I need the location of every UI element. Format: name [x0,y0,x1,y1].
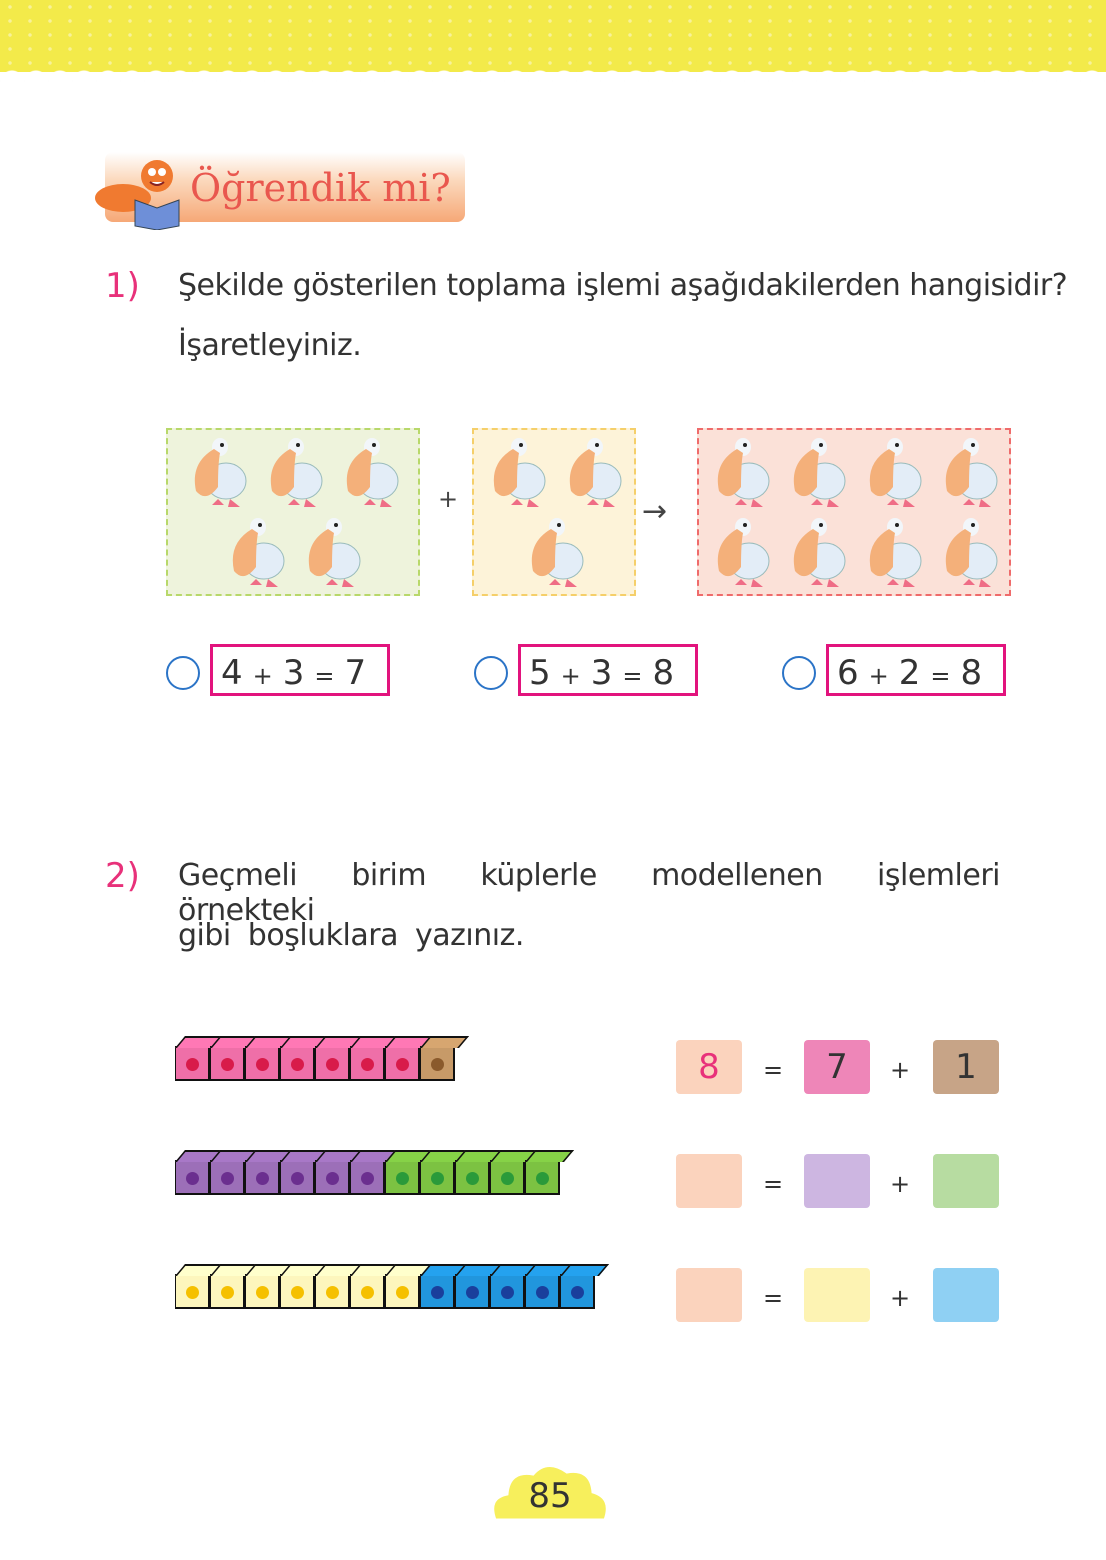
unit-cube [210,1160,245,1195]
unit-cube [385,1046,420,1081]
unit-cube-bar [175,1150,560,1195]
equation-box: 4 + 3 = 7 [210,644,390,696]
question-1-number: 1) [105,266,140,306]
equals-sign: = [763,1056,784,1084]
pelican-icon [857,433,927,511]
unit-cube [490,1160,525,1195]
equation-box: 5 + 3 = 8 [518,644,698,696]
pelican-panel-result [697,428,1011,596]
unit-cube [315,1160,350,1195]
pelican-icon [334,433,404,511]
equals-sign: = [763,1284,784,1312]
unit-cube [525,1274,560,1309]
unit-cube [280,1160,315,1195]
unit-cube [420,1046,455,1081]
unit-cube [280,1046,315,1081]
pelican-icon [933,433,1003,511]
unit-cube [210,1046,245,1081]
unit-cube [245,1046,280,1081]
pelican-icon [781,513,851,591]
radio-button[interactable] [782,656,816,690]
pelican-icon [781,433,851,511]
pelican-icon [705,513,775,591]
answer-box-second-addend[interactable] [933,1154,999,1208]
pelican-icon [220,513,290,591]
plus-sign: + [438,485,459,513]
plus-sign: + [890,1170,911,1198]
unit-cube [245,1160,280,1195]
pelican-icon [296,513,366,591]
unit-cube [175,1274,210,1309]
radio-button[interactable] [166,656,200,690]
unit-cube [525,1160,560,1195]
answer-box-first-addend[interactable]: 7 [804,1040,870,1094]
pelican-panel-second [472,428,636,596]
unit-cube [245,1274,280,1309]
answer-box-first-addend[interactable] [804,1268,870,1322]
plus-sign: + [890,1056,911,1084]
question-2-text-line1: Geçmeli birim küplerle modellenen işlemleri örnekteki [178,858,1000,928]
unit-cube [175,1160,210,1195]
radio-button[interactable] [474,656,508,690]
unit-cube-bar [175,1264,595,1309]
unit-cube [385,1274,420,1309]
unit-cube [420,1274,455,1309]
unit-cube-bar [175,1036,455,1081]
unit-cube [560,1274,595,1309]
answer-box-total[interactable]: 8 [676,1040,742,1094]
answer-box-second-addend[interactable]: 1 [933,1040,999,1094]
equals-sign: = [763,1170,784,1198]
question-2-number: 2) [105,856,140,896]
unit-cube [175,1046,210,1081]
unit-cube [350,1274,385,1309]
unit-cube [315,1274,350,1309]
pelican-icon [557,433,627,511]
caterpillar-mascot-icon [95,150,185,230]
unit-cube [490,1274,525,1309]
unit-cube [350,1046,385,1081]
pelican-icon [933,513,1003,591]
unit-cube [210,1274,245,1309]
pelican-icon [857,513,927,591]
unit-cube [455,1274,490,1309]
unit-cube [315,1046,350,1081]
pelican-panel-first [166,428,420,596]
answer-box-total[interactable] [676,1154,742,1208]
answer-box-total[interactable] [676,1268,742,1322]
pelican-icon [519,513,589,591]
unit-cube [455,1160,490,1195]
pelican-icon [182,433,252,511]
equation-box: 6 + 2 = 8 [826,644,1006,696]
question-2-text-line2: gibi boşluklara yazınız. [178,918,524,953]
page-number: 85 [528,1476,572,1516]
unit-cube [350,1160,385,1195]
unit-cube [420,1160,455,1195]
answer-box-second-addend[interactable] [933,1268,999,1322]
arrow-icon: → [642,494,668,529]
section-title: Öğrendik mi? [190,166,451,210]
scalloped-edge [0,62,1106,82]
unit-cube [385,1160,420,1195]
question-1-text-line1: Şekilde gösterilen toplama işlemi aşağıdakilerden hangisidir? [178,268,1068,303]
question-1-text-line2: İşaretleyiniz. [178,328,362,363]
pelican-icon [258,433,328,511]
plus-sign: + [890,1284,911,1312]
pelican-icon [481,433,551,511]
pelican-icon [705,433,775,511]
answer-box-first-addend[interactable] [804,1154,870,1208]
unit-cube [280,1274,315,1309]
